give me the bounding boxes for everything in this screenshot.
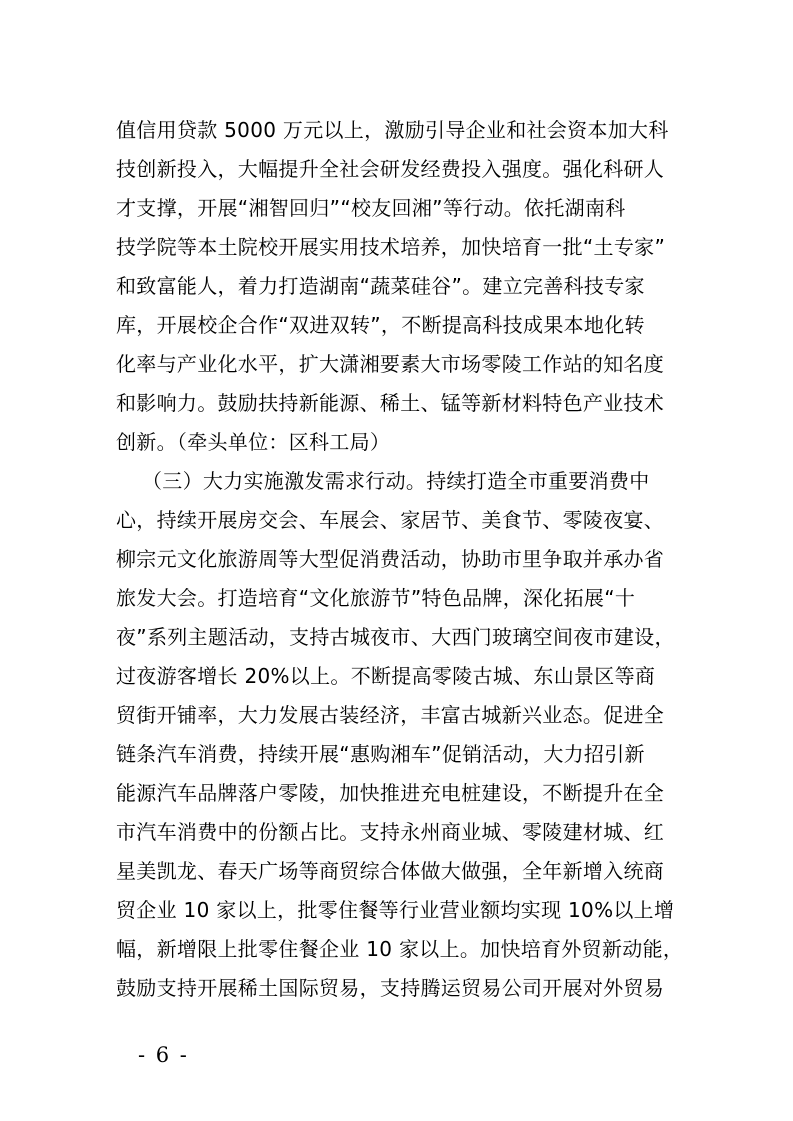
body-text-line: 化率与产业化水平，扩大潇湘要素大市场零陵工作站的知名度	[116, 352, 665, 376]
body-text-line: 心，持续开展房交会、车展会、家居节、美食节、零陵夜宴、	[116, 508, 665, 532]
body-text-line: 创新。（牵头单位：区科工局）	[116, 430, 391, 454]
body-text-line: 链条汽车消费，持续开展“惠购湘车”促销活动，大力招引新	[116, 742, 645, 766]
body-text-line: 和影响力。鼓励扶持新能源、稀土、锰等新材料特色产业技术	[116, 391, 665, 415]
body-text-line: 和致富能人，着力打造湖南“蔬菜硅谷”。建立完善科技专家	[116, 274, 645, 298]
body-text-line: 值信用贷款 5000 万元以上，激励引导企业和社会资本加大科	[116, 118, 669, 142]
section-heading-line: （三）大力实施激发需求行动。持续打造全市重要消费中	[142, 469, 650, 493]
body-text-line: 星美凯龙、春天广场等商贸综合体做大做强，全年新增入统商	[116, 859, 665, 883]
body-text-line: 才支撑，开展“湘智回归”“校友回湘”等行动。依托湖南科	[116, 196, 626, 220]
body-text-line: 能源汽车品牌落户零陵，加快推进充电桩建设，不断提升在全	[116, 781, 665, 805]
body-text-line: 技创新投入，大幅提升全社会研发经费投入强度。强化科研人	[116, 157, 665, 181]
body-text-line: 幅，新增限上批零住餐企业 10 家以上。加快培育外贸新动能，	[116, 937, 684, 961]
body-text-line: 过夜游客增长 20%以上。不断提高零陵古城、东山景区等商	[116, 664, 656, 688]
body-text-line: 库，开展校企合作“双进双转”，不断提高科技成果本地化转	[116, 313, 645, 337]
body-text-line: 市汽车消费中的份额占比。支持永州商业城、零陵建材城、红	[116, 820, 665, 844]
body-text-line: 夜”系列主题活动，支持古城夜市、大西门玻璃空间夜市建设，	[116, 625, 675, 649]
body-text-line: 旅发大会。打造培育“文化旅游节”特色品牌，深化拓展“十	[116, 586, 636, 610]
page-number: - 6 -	[138, 1043, 189, 1067]
body-text-line: 技学院等本土院校开展实用技术培养，加快培育一批“土专家”	[116, 235, 666, 259]
body-text-line: 贸街开铺率，大力发展古装经济，丰富古城新兴业态。促进全	[116, 703, 665, 727]
body-text-line: 鼓励支持开展稀土国际贸易，支持腾运贸易公司开展对外贸易	[116, 976, 665, 1000]
body-text-line: 贸企业 10 家以上，批零住餐等行业营业额均实现 10%以上增	[116, 898, 675, 922]
body-text-line: 柳宗元文化旅游周等大型促消费活动，协助市里争取并承办省	[116, 547, 665, 571]
